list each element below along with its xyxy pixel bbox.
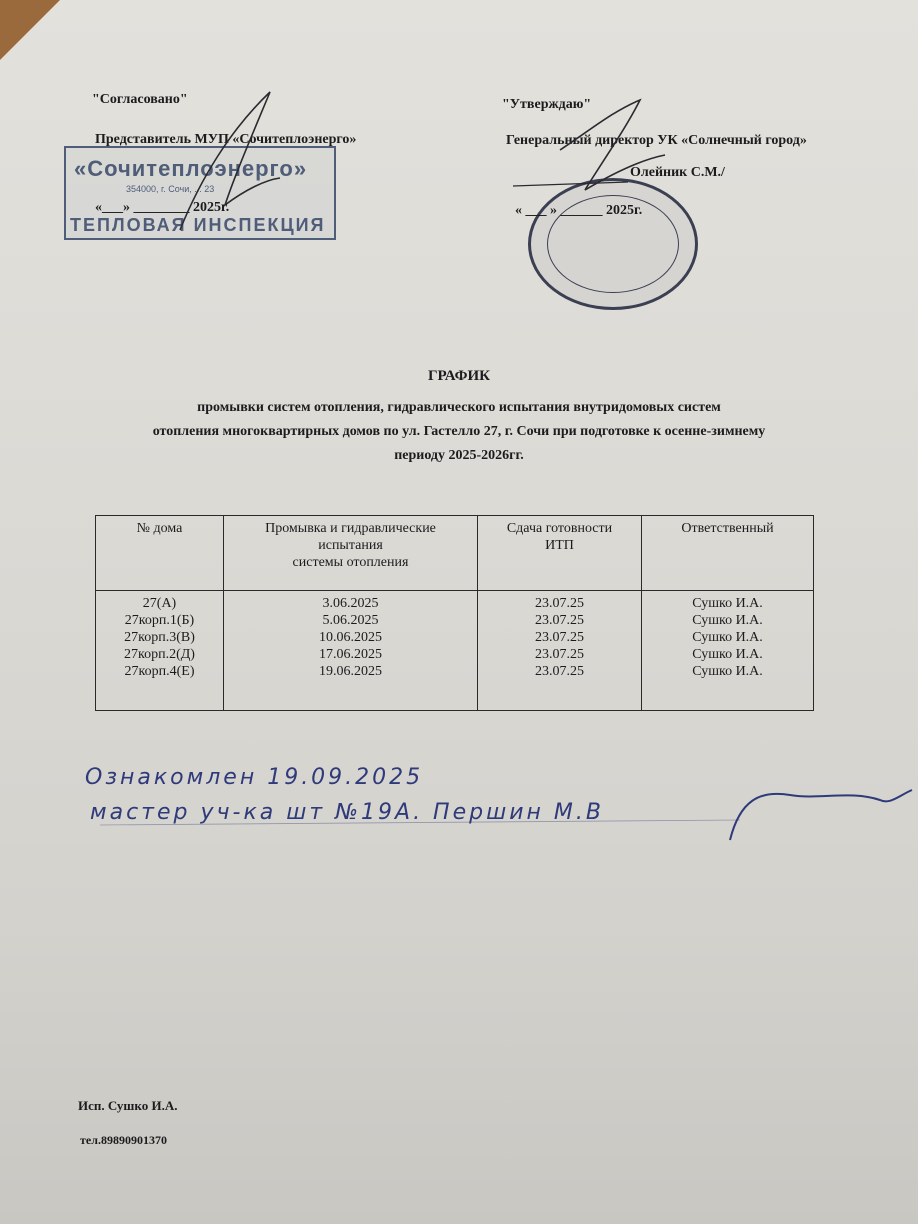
- table-cell: 23.07.25: [535, 613, 584, 628]
- table-cell: Сушко И.А.: [692, 630, 763, 645]
- subtitle-line-3: периоду 2025-2026гг.: [394, 448, 524, 463]
- left-signature: [180, 92, 280, 230]
- stamp-address: 354000, г. Сочи, ... 23: [126, 184, 215, 194]
- table-cell: 23.07.25: [535, 596, 584, 611]
- table-cell: Сушко И.А.: [692, 613, 763, 628]
- table-cell: Сушко И.А.: [692, 596, 763, 611]
- table-body-row: [96, 591, 814, 711]
- table-cell: 17.06.2025: [319, 647, 382, 662]
- table-cell: 27корп.2(Д): [124, 647, 195, 662]
- subtitle-line-1: промывки систем отопления, гидравлического испытания внутридомовых систем: [197, 400, 721, 415]
- schedule-table: [95, 515, 814, 711]
- confirm-heading: "Утверждаю": [502, 97, 592, 112]
- right-name-underline: [513, 182, 628, 186]
- table-header-row: [96, 516, 814, 591]
- flushing-dates-cell: [224, 591, 478, 711]
- stamp-org: «Сочитеплоэнерго»: [74, 156, 308, 181]
- table-cell: 10.06.2025: [319, 630, 382, 645]
- director-name: Олейник С.М./: [630, 165, 725, 180]
- handwritten-note-line-2: мастер уч-ка шт №19А. Першин М.В: [90, 800, 604, 825]
- representative-label: Представитель МУП «Сочитеплоэнерго»: [95, 132, 357, 147]
- header-house-number: № дома: [96, 516, 224, 591]
- table-cell: 27корп.1(Б): [124, 613, 195, 628]
- house-numbers-cell: [96, 591, 224, 711]
- subtitle-line-2: отопления многоквартирных домов по ул. Гастелло 27, г. Сочи при подготовке к осенне-зимнему: [152, 424, 766, 439]
- executor-label: Исп. Сушко И.А.: [78, 1098, 178, 1113]
- handwritten-signature: [730, 790, 912, 840]
- table-cell: 27корп.3(В): [124, 630, 195, 645]
- approved-date-line: «___» ________ 2025г.: [95, 200, 230, 215]
- table-cell: 5.06.2025: [322, 613, 379, 628]
- table-cell: 19.06.2025: [319, 664, 382, 679]
- table-cell: 27корп.4(Е): [124, 664, 195, 679]
- table-cell: Сушко И.А.: [692, 664, 763, 679]
- document-title: ГРАФИК: [427, 368, 491, 384]
- right-signature: [560, 100, 665, 190]
- stamp-inspection: ТЕПЛОВАЯ ИНСПЕКЦИЯ: [70, 215, 326, 235]
- table-cell: 3.06.2025: [322, 596, 379, 611]
- header-readiness: Сдача готовности ИТП: [478, 516, 642, 591]
- header-flushing: Промывка и гидравлические испытания системы отопления: [224, 516, 478, 591]
- approved-heading: "Согласовано": [92, 92, 188, 107]
- readiness-dates-cell: [478, 591, 642, 711]
- handwritten-note-line-1: Ознакомлен 19.09.2025: [85, 765, 424, 790]
- director-label: Генеральный директор УК «Солнечный город»: [506, 133, 807, 148]
- responsible-cell: [642, 591, 814, 711]
- table-cell: 23.07.25: [535, 647, 584, 662]
- header-responsible: Ответственный: [642, 516, 814, 591]
- table-cell: 23.07.25: [535, 630, 584, 645]
- confirm-date-line: « ___ » ______ 2025г.: [515, 203, 643, 218]
- table-cell: Сушко И.А.: [692, 647, 763, 662]
- table-cell: 23.07.25: [535, 664, 584, 679]
- phone-label: тел.89890901370: [80, 1133, 167, 1147]
- table-cell: 27(А): [142, 596, 177, 611]
